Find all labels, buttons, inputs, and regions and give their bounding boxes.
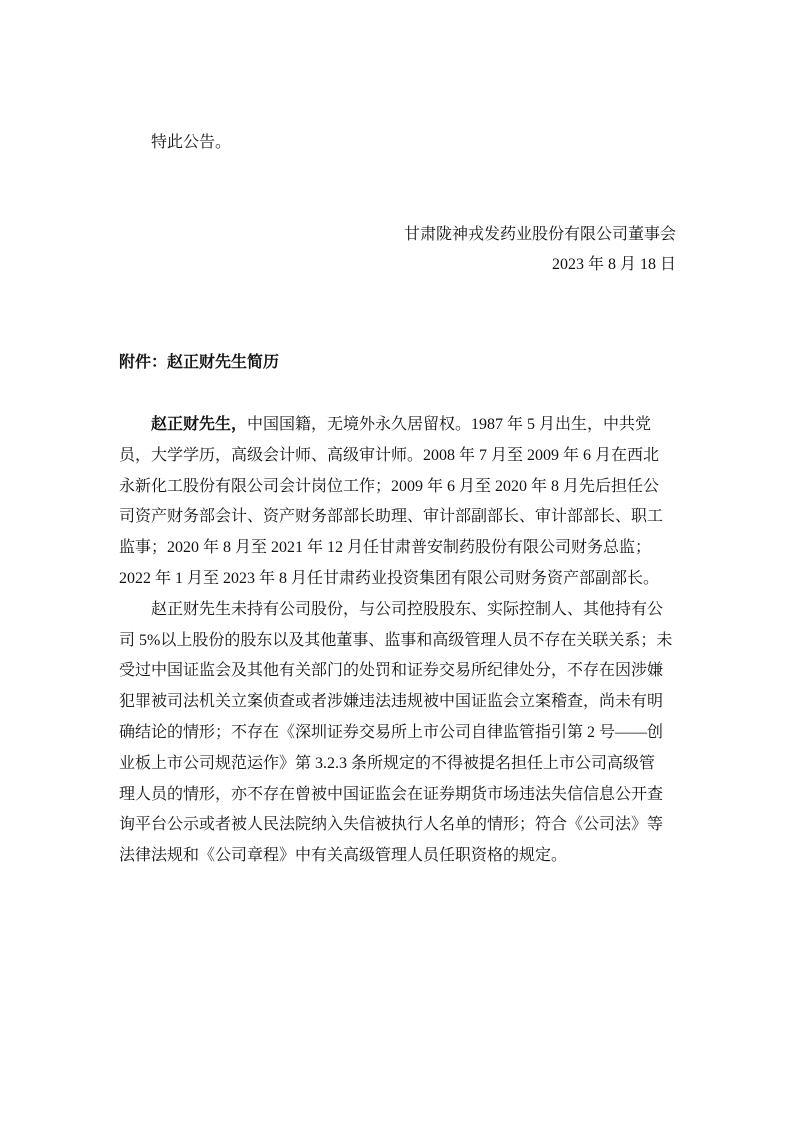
bio-p1-line-3: 永新化工股份有限公司会计岗位工作；2009 年 6 月至 2020 年 8 月先后担任公 (119, 477, 660, 495)
bio-p2-line-4: 犯罪被司法机关立案侦查或者涉嫌违法违规被中国证监会立案稽查，尚未有明 (119, 693, 664, 711)
bio-p2-line-9: 法律法规和《公司章程》中有关高级管理人员任职资格的规定。 (119, 847, 568, 865)
bio-p1-line-6: 2022 年 1 月至 2023 年 8 月任甘肃药业投资集团有限公司财务资产部副部长。 (119, 569, 660, 587)
bio-p2-line-2: 司 5%以上股份的股东以及其他董事、监事和高级管理人员不存在关联关系；未 (119, 631, 673, 649)
bio-p2-line-5: 确结论的情形；不存在《深圳证券交易所上市公司自律监管指引第 2 号——创 (119, 723, 664, 741)
bio-p1-line-5: 监事；2020 年 8 月至 2021 年 12 月任甘肃普安制药股份有限公司财务总监； (119, 539, 652, 557)
bio-name-bold-lead: 赵正财先生， (151, 416, 248, 433)
bio-p2-line-1: 赵正财先生未持有公司股份，与公司控股股东、实际控制人、其他持有公 (151, 600, 664, 618)
bio-p2-line-8: 询平台公示或者被人民法院纳入失信被执行人名单的情形；符合《公司法》等 (119, 816, 664, 834)
signature-date: 2023 年 8 月 18 日 (551, 256, 676, 273)
bio-p1-line-1 (119, 410, 676, 441)
bio-p1-line-2: 员，大学学历，高级会计师、高级审计师。2008 年 7 月至 2009 年 6 月在西北 (119, 446, 660, 464)
bio-p1-line-1-rest: 中国国籍，无境外永久居留权。1987 年 5 月出生，中共党 (247, 416, 652, 433)
bio-body (119, 410, 676, 872)
bio-p2-line-6: 业板上市公司规范运作》第 3.2.3 条所规定的不得被提名担任上市公司高级管 (119, 754, 656, 772)
notice-line: 特此公告。 (151, 134, 232, 151)
bio-p1-line-4: 司资产财务部会计、资产财务部部长助理、审计部副部长、审计部部长、职工 (119, 508, 664, 526)
bio-p2-line-7: 理人员的情形，亦不存在曾被中国证监会在证券期货市场违法失信信息公开查 (119, 785, 664, 803)
attachment-heading: 附件：赵正财先生简历 (119, 354, 280, 371)
signature-company: 甘肃陇神戎发药业股份有限公司董事会 (403, 226, 676, 243)
bio-p2-line-3: 受过中国证监会及其他有关部门的处罚和证券交易所纪律处分，不存在因涉嫌 (119, 662, 664, 680)
